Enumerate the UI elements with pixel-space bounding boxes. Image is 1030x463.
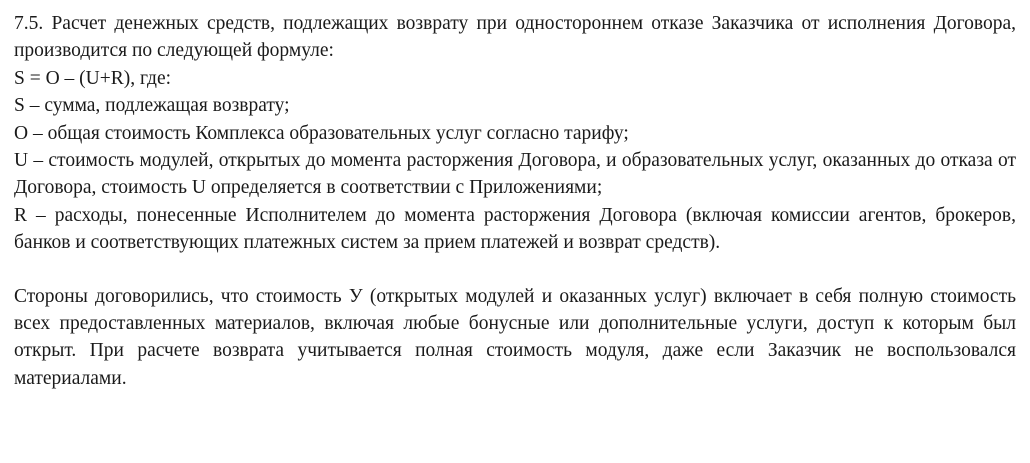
paragraph-formula: S = O – (U+R), где: xyxy=(14,67,172,89)
paragraph-definition-r: R – расходы, понесенные Исполнителем до момента расторжения Договора (включая комиссии агентов, брокеров, банков и соответствующих платежных систем за прием платежей и возврат средств). xyxy=(14,204,1016,254)
paragraph-definition-s: S – сумма, подлежащая возврату; xyxy=(14,95,290,117)
paragraph-definition-o: O – общая стоимость Комплекса образовательных услуг согласно тарифу; xyxy=(14,122,629,144)
paragraph-agreement-note: Стороны договорились, что стоимость У (открытых модулей и оказанных услуг) включает в себя полную стоимость всех предоставленных материалов, включая любые бонусные или дополнительные услуги, доступ к которым был открыт. При расчете возврата учитывается полная стоимость модуля, даже если Заказчик не воспользовался материалами. xyxy=(14,285,1016,389)
paragraph-spacer xyxy=(14,257,1016,283)
paragraph-definition-u: U – стоимость модулей, открытых до момента расторжения Договора, и образовательных услуг, оказанных до отказа от Договора, стоимость U определяется в соответствии с Приложениями; xyxy=(14,149,1016,199)
paragraph-clause-7-5: 7.5. Расчет денежных средств, подлежащих возврату при одностороннем отказе Заказчика от исполнения Договора, производится по следующей формуле: xyxy=(14,13,1016,62)
